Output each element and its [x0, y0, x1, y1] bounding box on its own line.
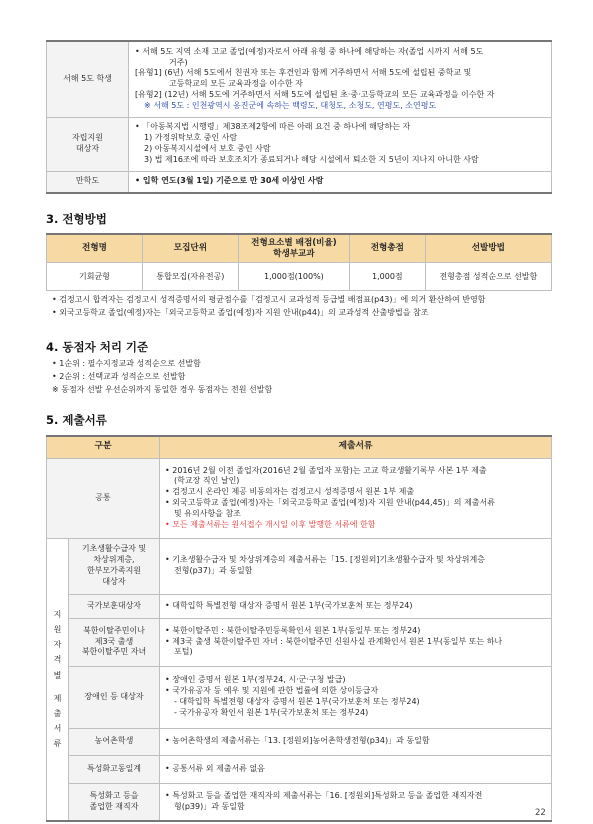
- header-line: 학생부교과: [273, 248, 315, 259]
- table-row: [47, 538, 552, 594]
- label-spacer: [52, 683, 63, 691]
- text-line: • 검정고시 온라인 제공 비동의자는 검정고시 성적증명서 원본 1부 제출: [165, 487, 415, 497]
- label-char: 류: [53, 739, 62, 749]
- row-label: [69, 618, 160, 666]
- row-label: 특성화고동일계: [69, 755, 160, 783]
- warning-line: • 모든 제출서류는 원서접수 개시일 이후 발행한 서류에 한함: [165, 519, 376, 529]
- row-label: 국가보훈대상자: [69, 594, 160, 618]
- text-line: • 2016년 2월 이전 졸업자(2016년 2월 졸업자 포함)는 고교 학교생활기록부 사본 1부 제출: [165, 465, 487, 475]
- row-label: 농어촌학생: [69, 728, 160, 755]
- table-cell: 기회균형: [47, 263, 143, 291]
- table-cell: 1,000점: [349, 263, 425, 291]
- row-label: [47, 117, 129, 171]
- table-cell: 1,000점(100%): [238, 263, 349, 291]
- method-notes: [52, 295, 552, 321]
- label-line: 북한이탈주민이나: [83, 625, 145, 635]
- text-line: 1) 가정위탁보호 중인 사람: [144, 133, 238, 143]
- header-line: 전형요소별 배점(비율): [251, 238, 337, 248]
- table-cell: 전형총점 성적순으로 선발함: [425, 263, 551, 291]
- text-line: 및 유의사항을 참조: [174, 508, 241, 518]
- label-char: 자: [53, 640, 62, 650]
- label-line: 대상자: [75, 144, 100, 153]
- note-line: ※ 서해 5도 : 인천광역시 옹진군에 속하는 백령도, 대청도, 소청도, 연평도, 소연평도: [144, 100, 437, 110]
- label-char: 지: [53, 609, 62, 619]
- label-line: 기초생활수급자 및: [81, 544, 147, 554]
- text-line: 형(p39)」과 동일함: [174, 801, 245, 811]
- table-cell: 통합모집(자유전공): [142, 263, 238, 291]
- section-title: 3. 전형방법: [46, 212, 107, 226]
- text-line: • 2순위 : 선택교과 성적순으로 선발함: [52, 371, 186, 381]
- note-line: • 외국고등학교 졸업(예정)자는「외국고등학교 졸업(예정)자 지원 안내(p44)」의 교과성적 산출방법을 참조: [52, 307, 429, 317]
- tiebreak-lines: [52, 359, 552, 397]
- table-header-row: [47, 234, 552, 263]
- label-line: 제3국 출생: [94, 636, 134, 646]
- text-line: 2) 아동복지시설에서 보호 중인 사람: [144, 144, 271, 153]
- table-row: [47, 618, 552, 666]
- table-header-row: [47, 436, 552, 458]
- table-row: [47, 41, 552, 117]
- table-row: [47, 171, 552, 193]
- table-row: [47, 263, 552, 291]
- page-number: 22: [535, 808, 546, 818]
- text-line: • 「아동복지법 시행령」제38조제2항에 따른 아래 요건 중 하나에 해당하는 자: [135, 122, 411, 132]
- label-line: 북한이탈주민 자녀: [81, 647, 147, 657]
- documents-table: [46, 435, 552, 822]
- row-content: [129, 117, 552, 171]
- text-line: 3) 법 제16조에 따라 보호조치가 종료되거나 해당 시설에서 퇴소한 지 5년이 지나지 아니한 사람: [144, 154, 479, 164]
- row-content: [129, 41, 552, 117]
- text-line: - 대학입학 특별전형 대상자 증명서 원본 1부(국가보훈처 또는 정부24): [174, 697, 420, 706]
- text-line: • 외국고등학교 졸업(예정)자는「외국고등학교 졸업(예정)자 지원 안내(p44,45)」의 제출서류: [165, 498, 495, 507]
- method-table-wrap: [46, 233, 552, 291]
- column-header: [238, 234, 349, 263]
- section-title: 5. 제출서류: [46, 413, 107, 427]
- vertical-group-label: [47, 538, 69, 821]
- row-label: 서해 5도 학생: [47, 41, 129, 117]
- eligibility-table: [46, 40, 552, 194]
- row-content: [160, 783, 552, 821]
- text-line: (학교장 직인 날인): [174, 476, 240, 486]
- column-header: 선발방법: [425, 234, 551, 263]
- label-char: 원: [53, 625, 62, 635]
- column-header: 모집단위: [142, 234, 238, 263]
- label-line: 졸업한 재직자: [89, 801, 139, 811]
- text-line: 포털): [174, 647, 193, 657]
- row-content: • 농어촌학생의 제출서류는「13. [정원외]농어촌학생전형(p34)」과 동일함: [160, 728, 552, 755]
- label-line: 특성화고 등을: [89, 790, 139, 800]
- table-row: [47, 728, 552, 755]
- eligibility-table-wrap: [46, 40, 552, 194]
- text-line: 고등학교의 모든 교육과정을 이수한 자: [169, 79, 303, 89]
- method-table: [46, 233, 552, 291]
- label-line: 차상위계층,: [93, 555, 135, 565]
- table-row: [47, 458, 552, 538]
- column-header: 제출서류: [160, 436, 552, 458]
- text-line: • 서해 5도 지역 소재 고교 졸업(예정)자로서 아래 유형 중 하나에 해당하는 자(졸업 시까지 서해 5도: [135, 46, 484, 56]
- row-content: [160, 538, 552, 594]
- label-char: 별: [53, 670, 62, 680]
- label-line: 한부모가족지원: [86, 566, 142, 575]
- text-line: • 국가유공자 등 예우 및 지원에 관한 법률에 의한 상이등급자: [165, 686, 379, 696]
- column-header: 전형명: [47, 234, 143, 263]
- text-line: - 국가유공자 확인서 원본 1부(국가보훈처 또는 정부24): [174, 707, 369, 717]
- row-label: 만학도: [47, 171, 129, 193]
- table-row: [47, 117, 552, 171]
- row-label: 공통: [47, 458, 160, 538]
- row-content: • 공통서류 외 제출서류 없음: [160, 755, 552, 783]
- row-label: 장애인 등 대상자: [69, 666, 160, 728]
- text-line: • 특성화고 등을 졸업한 재직자의 제출서류는「16. [정원외]특성화고 등을 졸업한 재직자전: [165, 790, 483, 800]
- label-char: 격: [53, 655, 62, 665]
- text-line: [유형2] (12년) 서해 5도에 거주하면서 서해 5도에 설립된 초·중·고등학교의 모든 교육과정을 이수한 자: [135, 90, 495, 100]
- row-content: [160, 666, 552, 728]
- label-char: 서: [53, 724, 62, 734]
- label-line: 자립지원: [72, 133, 103, 143]
- text-line: • 제3국 출생 북한이탈주민 자녀 : 북한이탈주민 신원사실 관계확인서 원본 1부(동일부 또는 하나: [165, 636, 503, 646]
- note-line: • 검정고시 합격자는 검정고시 성적증명서의 평균점수를「검정고시 교과성적 등급별 배점표(p43)」에 의거 환산하여 반영함: [52, 295, 486, 304]
- row-content: [160, 458, 552, 538]
- table-row: [47, 666, 552, 728]
- row-content: • 대학입학 특별전형 대상자 증명서 원본 1부(국가보훈처 또는 정부24): [160, 594, 552, 618]
- label-char: 제: [53, 693, 62, 703]
- table-row: [47, 594, 552, 618]
- docs-table-wrap: [46, 435, 552, 822]
- label-line: 대상자: [102, 576, 126, 586]
- row-label: [69, 538, 160, 594]
- table-row: [47, 755, 552, 783]
- text-line: • 1순위 : 필수지정교과 성적순으로 선발함: [52, 359, 201, 368]
- row-content: [160, 618, 552, 666]
- text-line: ※ 동점자 선발 우선순위까지 동일한 경우 동점자는 전원 선발함: [52, 384, 273, 394]
- text-line: • 기초생활수급자 및 차상위계층의 제출서류는「15. [정원외]기초생활수급자 및 차상위계층: [165, 555, 485, 565]
- text-line: • 북한이탈주민 : 북한이탈주민등록확인서 원본 1부(동일부 또는 정부24): [165, 625, 421, 635]
- label-char: 출: [53, 709, 62, 719]
- text-line: [유형1] (6년) 서해 5도에서 친권자 또는 후견인과 함께 거주하면서 서해 5도에 설립된 중학교 및: [135, 68, 472, 78]
- text-line: • 장애인 증명서 원본 1부(정부24, 시·군·구청 발급): [165, 675, 346, 685]
- text-line: 거주): [169, 57, 188, 67]
- column-header: 전형총점: [349, 234, 425, 263]
- row-label: [69, 783, 160, 821]
- row-content: • 입학 연도(3월 1일) 기준으로 만 30세 이상인 사람: [129, 171, 552, 193]
- table-row: [47, 783, 552, 821]
- column-header: 구분: [47, 436, 160, 458]
- text-line: 전형(p37)」과 동일함: [174, 566, 253, 575]
- section-title: 4. 동점자 처리 기준: [46, 340, 149, 354]
